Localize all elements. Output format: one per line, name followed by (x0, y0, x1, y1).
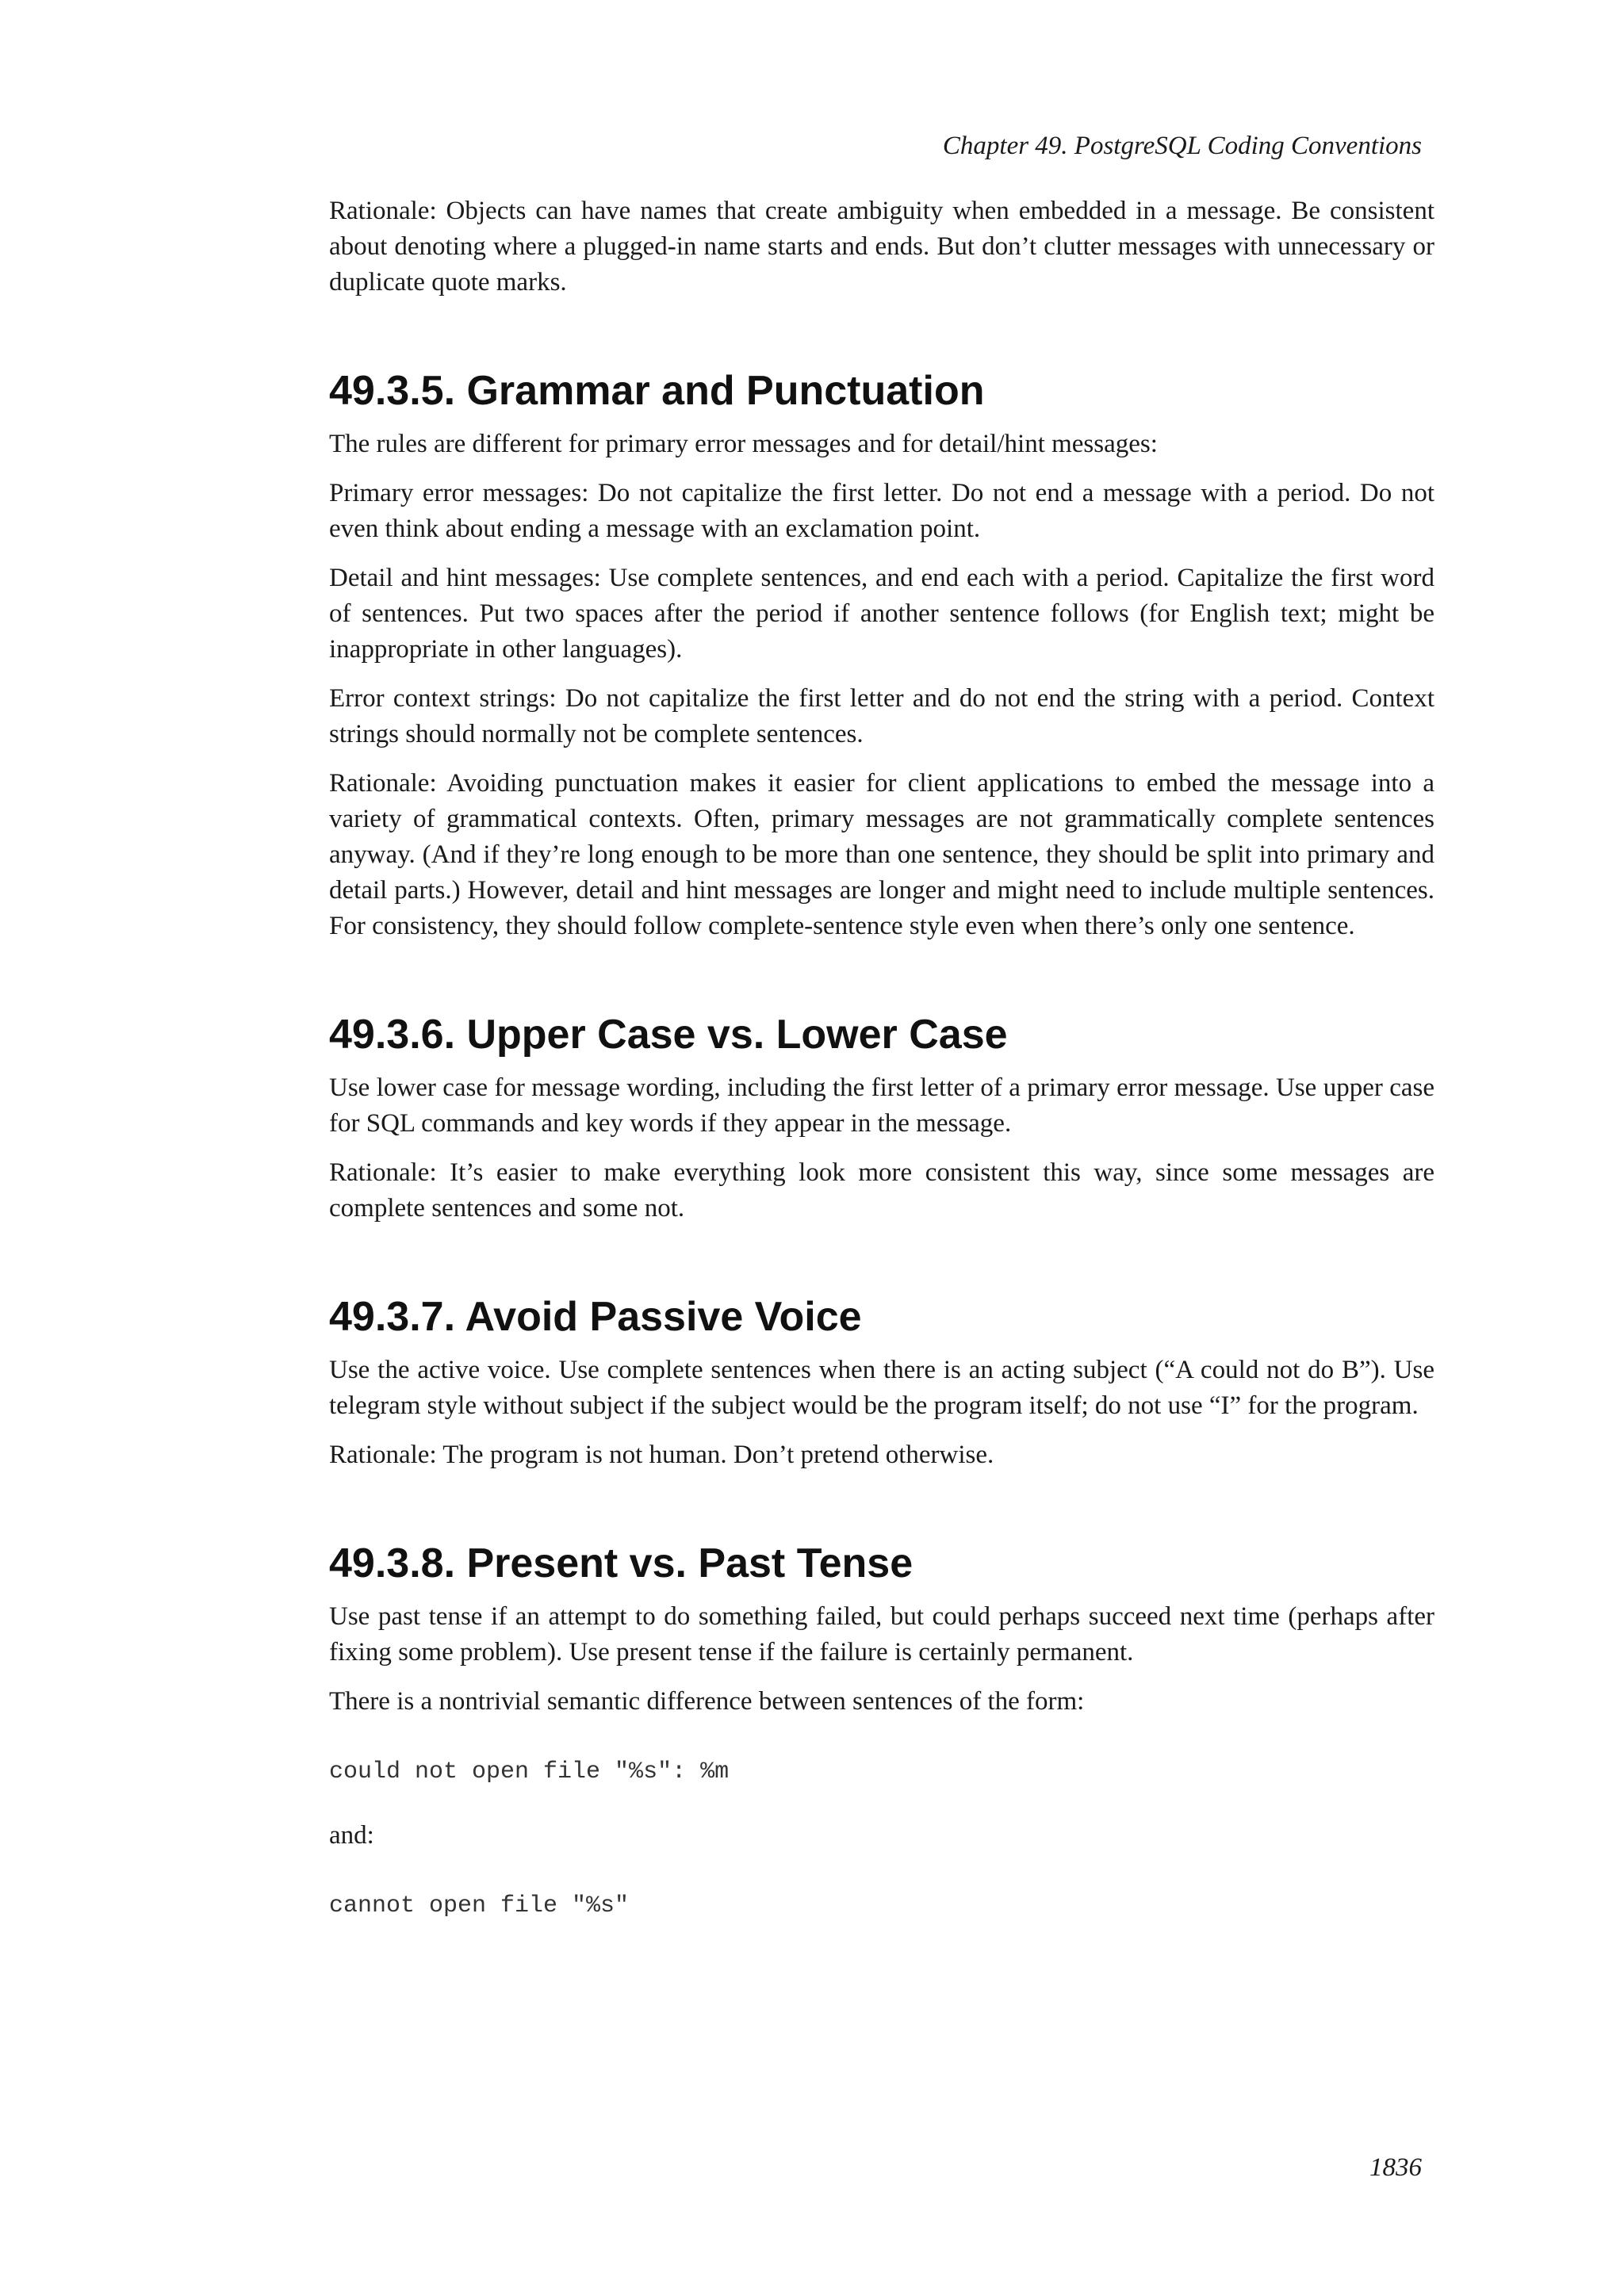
paragraph: Rationale: The program is not human. Don’t pretend otherwise. (329, 1441, 994, 1469)
paragraph: Rationale: Avoiding punctuation makes it easier for client applications to embed the message into a variety of grammatical contexts. Often, primary messages are not grammatically complete sentences anyway. (And if they’re long enough to be more than one sentence, they should be split into primary and detail parts.) However, detail and hint messages are longer and might need to include multiple sentences. For consistency, they should follow complete-sentence style even when there’s only one sentence. (329, 769, 1434, 940)
paragraph: There is a nontrivial semantic difference between sentences of the form: (329, 1687, 1085, 1716)
intro-rationale-paragraph: Rationale: Objects can have names that create ambiguity when embedded in a message. Be consistent about denoting where a plugged-in name starts and ends. But don’t clutter messages with unnecessary or duplicate quote marks. (329, 197, 1434, 297)
section-title-avoid-passive-voice: 49.3.7. Avoid Passive Voice (329, 1294, 862, 1340)
paragraph: Use the active voice. Use complete sentences when there is an acting subject (“A could not do B”). Use telegram style without subject if the subject would be the program itself; do not use “I” for the program. (329, 1356, 1434, 1420)
paragraph: Rationale: It’s easier to make everything look more consistent this way, since some messages are complete sentences and some not. (329, 1158, 1434, 1223)
paragraph: and: (329, 1821, 374, 1850)
paragraph: Use past tense if an attempt to do something failed, but could perhaps succeed next time (perhaps after fixing some problem). Use present tense if the failure is certainly permanent. (329, 1602, 1434, 1667)
paragraph: The rules are different for primary error messages and for detail/hint messages: (329, 430, 1158, 458)
paragraph: Error context strings: Do not capitalize the first letter and do not end the string with a period. Context strings should normally not be complete sentences. (329, 684, 1434, 748)
section-title-upper-lower-case: 49.3.6. Upper Case vs. Lower Case (329, 1012, 1008, 1058)
paragraph: Detail and hint messages: Use complete sentences, and end each with a period. Capitalize the first word of sentences. Put two spaces after the period if another sentence follows (for English text; might be inappropriate in other languages). (329, 564, 1434, 664)
page-content (329, 193, 1434, 1952)
section-title-grammar-punctuation: 49.3.5. Grammar and Punctuation (329, 368, 985, 414)
paragraph: Use lower case for message wording, including the first letter of a primary error message. Use upper case for SQL commands and key words if they appear in the message. (329, 1073, 1434, 1138)
page-number: 1836 (1369, 2153, 1422, 2182)
paragraph: Primary error messages: Do not capitalize the first letter. Do not end a message with a period. Do not even think about ending a message with an exclamation point. (329, 479, 1434, 543)
code-example: cannot open file "%s" (329, 1892, 630, 1919)
code-example: could not open file "%s": %m (329, 1758, 730, 1785)
section-title-present-past-tense: 49.3.8. Present vs. Past Tense (329, 1540, 914, 1586)
running-header: Chapter 49. PostgreSQL Coding Conventions (942, 132, 1422, 160)
